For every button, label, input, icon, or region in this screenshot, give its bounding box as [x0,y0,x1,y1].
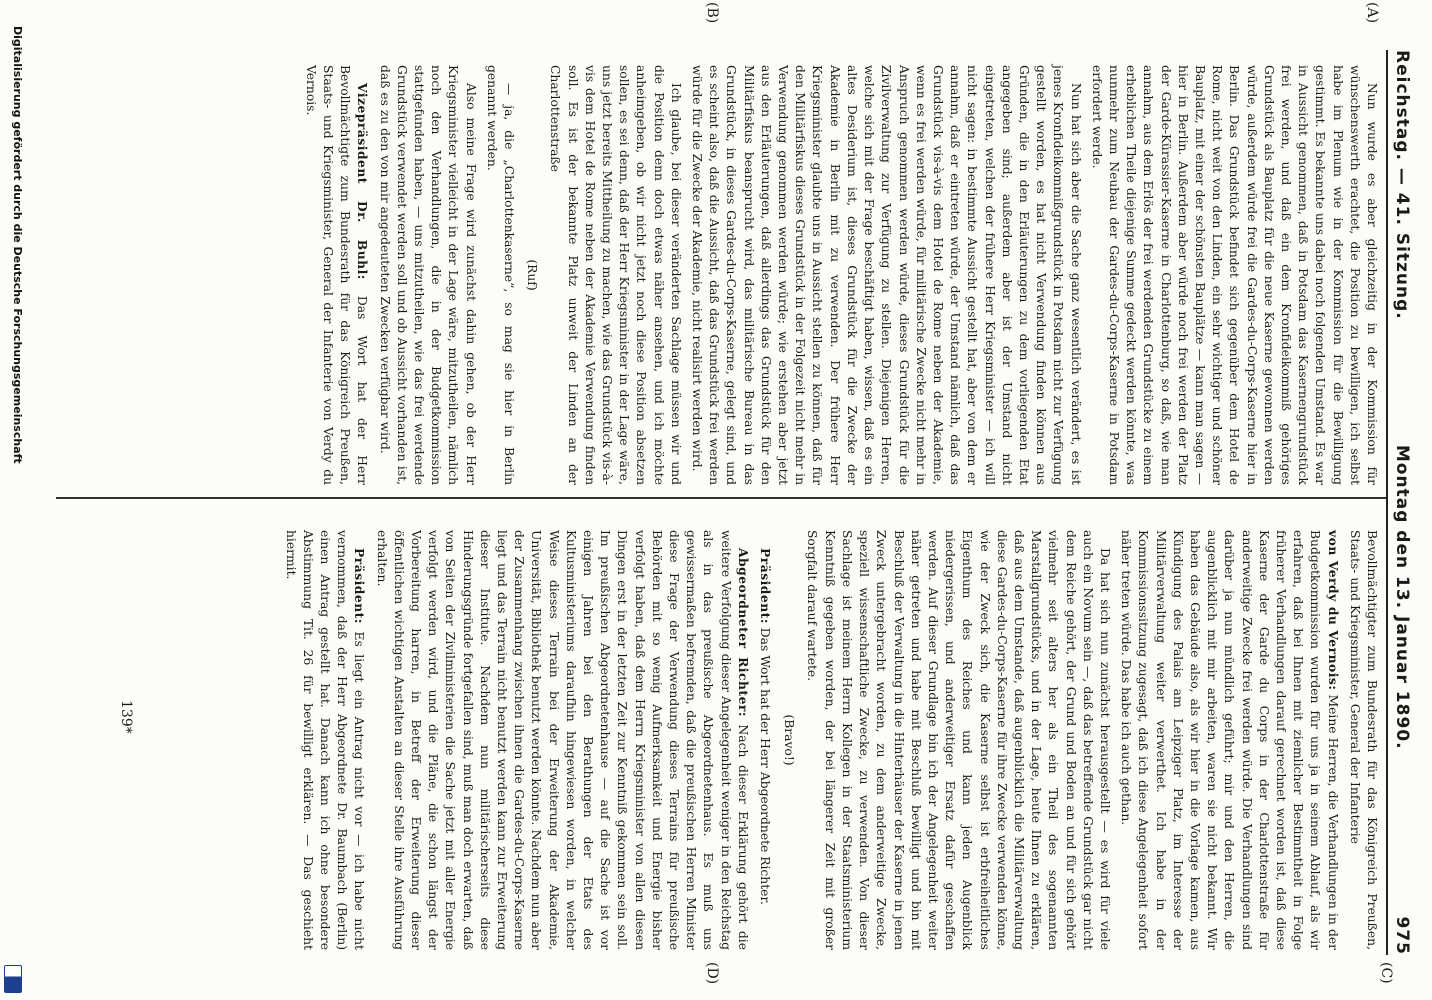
speech-text: Das Wort hat der Herr Bevollmächtigte zum Bundesrath für das Königreich Preußen, Staats- und Kriegsminister, General der Infanterie von Verdy du Vernois. [303,65,370,485]
header-date-and-page [1392,445,1412,955]
speaker-name: Abgeordneter Richter: [735,548,751,717]
page-header [1384,50,1424,955]
paragraph: Bevollmächtigter zum Bundesrath für das Königreich Preußen, Staats- und Kriegsminister, General der Infanterie [1347,530,1379,950]
header-rule [1386,50,1388,955]
interjection: (Ruf) [525,259,540,291]
paragraph: Also meine Frage wird zunächst dahin gehen, ob der Herr Kriegsminister vielleicht in der Lage wäre, mitzutheilen, nämlich noch den Verhandlungen, die in der Budgetkommission stattgefunden haben, — uns mitzutheilen, wie das frei werdende Grundstück verwendet werden soll und ob Aussicht vorhanden ist, daß es zu den von mir angedeuteten Zwecken verfügbar wird. [377,65,478,485]
speech-paragraph [1117,530,1342,950]
speaker-name: Präsident: [352,548,368,624]
paragraph: Nun wurde es aber gleichzeitig in der Kommission für wünschenswerth erachtet, die Position zu bewilligen, ich selbst habe im Plenum wie in der Kommission für die Bewilligung gestimmt. Es bekannte uns dabei noch folgenden Umstand. Es war in Aussicht genommen, daß in Potsdam das Kasernengrundstück frei werden, und daß ein dem Kronfideikommiß gehöriges Grundstück als Bauplatz für die neue Kaserne gewonnen werden würde, außerdem würde frei die Gardes-du-Corps-Kaserne hier in Berlin. Das Grundstück befindet sich gegenüber dem Hotel de Rome, nicht weit von den Linden, ein sehr wichtiger und schöner Bauplatz, mit einer der schönsten Bauplätze — kann man sagen — hier in Berlin. Außerdem aber würde noch frei werden der Platz der Garde-Kürassier-Kaserne in Charlottenburg, so daß, wie man annahm, aus dem Erlös der frei werdenden Grundstücke zu einem erheblichen Theile diejenige Summe gedeckt werden könnte, was nunmehr zum Neubau der Gardes-du-Corps-Kaserne in Potsdam erfordert werde. [1089,65,1379,485]
folio-signature: 139* [118,700,134,734]
speech-paragraph [281,530,368,950]
margin-marker-c: (C) [1378,962,1394,984]
paragraph: — ja, die „Charlottenkaserne“, so mag sie hier in Berlin genannt werden. [484,65,517,485]
paragraph: Ich glaube, bei dieser veränderten Sachlage müssen wir und die Position denn doch etwas näher ansehen, und ich möchte anheimgeben, ob wir nicht jetzt noch diese Position absetzen sollen, es sei denn, daß der Herr Kriegsminister in der Lage wäre, uns jetzt bereits Mittheilung zu machen, wie das Grundstück vis-à-vis dem Hotel de Rome neben der Akademie Verwendung finden soll. Es ist der bekannte Platz unweit der Linden an der Charlottenstraße [548,65,683,485]
speaker-name: Vizepräsident Dr. Buhl: [355,83,371,280]
speech-paragraph [372,530,751,950]
speaker-name: von Verdy du Vernois: [1325,530,1341,691]
header-session-title: Reichstag. — 41. Sitzung. [1392,50,1412,320]
speech-paragraph [756,530,774,950]
digitization-credit-strip [0,0,26,1000]
speech-text: Meine Herren, die Verhandlungen in der Budgetkommission wurden für uns ja in seinem Ablauf, als wir erfahren, daß bei Ihnen mit ziemlicher Bestimmtheit in Folge früherer Verhandlungen darauf gerechnet worden ist, daß diese Kaserne der Garde du Corps in der Charlottenstraße für anderweitige Zwecke frei werden würde. Die Verhandlungen sind darüber ja nun mündlich geführt; mir und den Herren, die augenblicklich mit mir arbeiten, waren sie nicht bekannt. Wir haben das Gebäude also, als wir hier in die Vorlage kamen, aus Kündigung des Palais am Leipziger Platz, im Interesse der Militärverwaltung weiter verwerthet. Ich habe in der Kommissionssitzung zugesagt, daß ich diese Angelegenheit sofort näher treten würde. Das habe ich auch gethan. [1119,530,1340,950]
speech-text: Das Wort hat der Herr Abgeordnete Richter. [758,627,773,905]
column-divider [56,497,1386,499]
paragraph: Da hat sich nun zunächst herausgestellt — es wird für viele auch ein Novum sein —, daß das betreffende Grundstück gar nicht dem Reiche gehört, der Grund und Boden an und für sich gehört vielmehr seit alters her als ein Theil des sogenannten Marstallgrundstücks, und in der Lage, heute Ihnen zu erklären, daß aus dem Umstande, daß augenblicklich die Militärverwaltung diese Gardes-du-Corps-Kaserne für ihre Zwecke verwenden könne, wie der Zweck sich, die Kaserne selbst ist erbfreiheitliches Eigenthum des Reiches und kann jeden Augenblick niedergerissen, und anderweitiger Ersatz dafür geschaffen werden. Auf dieser Grundlage bin ich der Angelegenheit weiter näher getreten und habe mit Beschluß bewilligt und bin mit Beschluß der Verwaltung in die Hinterhäuser der Kaserne in jenen Zweck untergebracht worden, zu dem anderweitige Zwecke, speziell wissenschaftliche Zwecke, zu verwenden. Von dieser Sachlage ist meinem Herrn Kollegen in der Staatsministerium Kenntniß gegeben worden, der bei längerer Zeit mit großer Sorgfalt darauf wartete. [805,530,1112,950]
speech-paragraph [302,65,372,485]
speech-text: Es liegt ein Antrag nicht vor — ich habe nicht vernommen, daß der Herr Abgeordnete Dr. Baumbach (Berlin) einen Antrag gestellt hat. Danach kann ich ohne besondere Abstimmung Tit. 26 für bewilligt erklären. — Das geschieht hiermit. [283,530,367,950]
credit-text: Digitalisierung gefördert durch die Deutsche Forschungsgemeinschaft [11,26,24,464]
margin-marker-d: (D) [704,962,720,985]
left-column [298,65,1380,485]
header-date: Montag den 13. Januar 1890. [1392,444,1412,750]
interjection: (Bravo!) [782,714,797,766]
margin-marker-b: (B) [704,2,720,24]
speech-text: Nach dieser Erklärung gehört die weitere Verfolgung dieser Angelegenheit weniger in den Reichstag als in das preußische Abgeordnetenhaus. Es muß uns gewissermaßen befremden, daß die preußischen Herren Minister diese Frage der Verwendung dieses Terrains für preußische Behörden mit so wenig Aufmerksamkeit und Energie bisher verfolgt haben, daß dem Herrn Kriegsminister von allen diesen Dingen erst in der letzten Zeit zur Kenntniß gekommen sein soll. Im preußischen Abgeordnetenhause — auf die Sache ist vor einigen Jahren bei den Berathungen der Etats des Kultusministeriums daraufhin hingewiesen worden, in welcher Weise dieses Terrain bei der Erweiterung der Akademie, Universität, Bibliothek benutzt werden könnte. Nachdem nun aber der Zusammenhang zwischen ihnen die Gardes-du-Corps-Kaserne liegt und das Terrain nicht benutzt werden kann zur Erweiterung dieser Institute. Nachdem nun militärischerseits diese Hinderungsgründe fortgefallen sind, muß man doch erwarten, daß von Seiten der Zivilministerien die Sache jetzt mit aller Energie verfolgt werden wird, und die Pläne, die schon längst der Vorbereitung harren, in Betreff der Erweiterung dieser öffentlichen wichtigen Anstalten an dieser Stelle ihre Ausführung erhalten. [374,530,750,950]
right-column [277,530,1380,950]
speaker-name: Präsident: [758,548,774,624]
margin-marker-a: (A) [1364,2,1380,24]
header-page-number: 975 [1392,916,1412,955]
dfg-logo [4,965,22,993]
paragraph: Nun hat sich aber die Sache ganz wesentlich verändert, es ist jenes Kronfideikommißgrundstück in Potsdam nicht zur Verfügung gestellt worden, es hat nicht Verwendung finden können aus Gründen, die in den Erläuterungen zu dem vorliegenden Etat angegeben sind; außerdem aber ist der Umstand nicht eingetreten, welchen der frühere Herr Kriegsminister — ich will nicht sagen: in bestimmte Aussicht gestellt hat, aber von dem er annahm, daß er eintreten würde, der Umstand nämlich, daß das Grundstück vis-à-vis dem Hotel de Rome neben der Akademie, wenn es frei werden würde, für militärische Zwecke nicht mehr in Anspruch genommen werden würde, dieses Grundstück für die Zivilverwaltung zur Verfügung zu stellen. Diejenigen Herren, welche sich mit der Frage beschäftigt haben, wissen, daß es ein altes Desiderium ist, dieses Grundstück für die Zwecke der Akademie in Berlin mit zu verwenden. Der frühere Herr Kriegsminister glaubte uns in Aussicht stellen zu können, daß für den Militärfiskus dieses Grundstück in der Folgezeit nicht mehr in Verwendung genommen werden würde; wie erstehen aber jetzt aus den Erläuterungen, daß allerdings das Grundstück für den Militärfiskus beansprucht wird, das militärische Bureau in das Grundstück, in dieses Gardes-du-Corps-Kaserne, gelegt sind, und es scheint also, daß die Aussicht, daß das Grundstück frei werden würde für die Zwecke der Akademie, nicht realisirt werden wird. [690,65,1083,485]
